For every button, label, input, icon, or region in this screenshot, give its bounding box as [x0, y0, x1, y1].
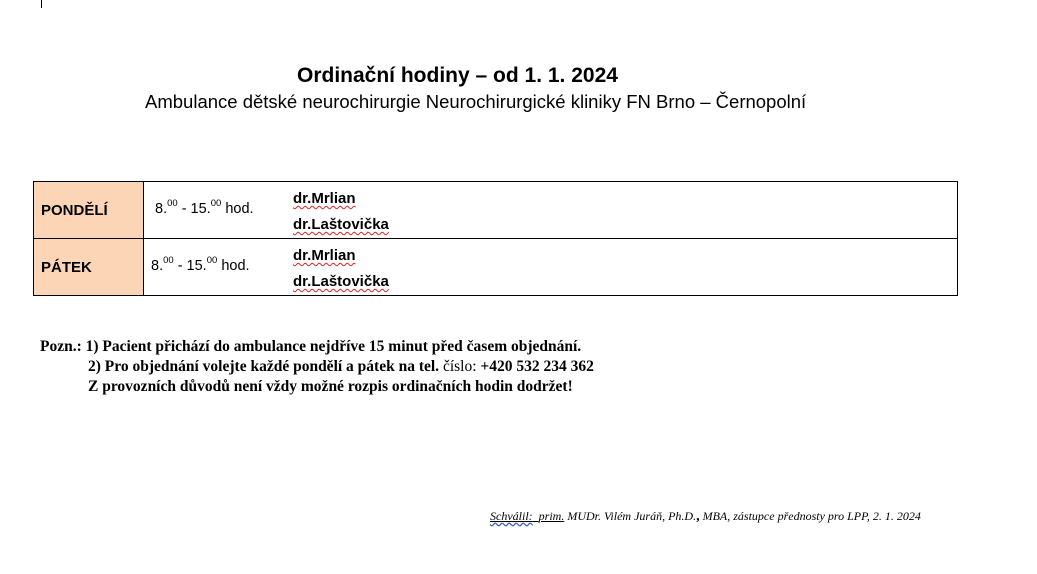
note-line-1: Pozn.: 1) Pacient přichází do ambulance nejdříve 15 minut před časem objednání.: [40, 338, 582, 355]
table-row-monday: [34, 182, 958, 239]
office-hours-table: [33, 181, 958, 296]
doctor-name: dr.Mrlian: [293, 247, 356, 264]
doctor-list: [293, 243, 389, 295]
doctor-list: [293, 186, 389, 238]
doctor-name: dr.Mrlian: [293, 190, 356, 207]
office-hours: 8.00 - 15.00 hod.: [151, 255, 250, 274]
day-cell: PÁTEK: [34, 239, 144, 296]
info-cell: [144, 239, 958, 296]
document-subtitle: Ambulance dětské neurochirurgie Neurochirurgické kliniky FN Brno – Černopolní: [145, 91, 807, 112]
info-cell: [144, 182, 958, 239]
note-line-2: 2) Pro objednání volejte každé pondělí a pátek na tel. číslo: +420 532 234 362: [88, 358, 594, 375]
day-cell: PONDĚLÍ: [34, 182, 144, 239]
approval-footer: Schválil: prim. MUDr. Vilém Juráň, Ph.D., MBA, zástupce přednosty pro LPP, 2. 1. 2024: [490, 509, 921, 524]
notes-block: [40, 337, 594, 397]
doctor-name: dr.Laštovička: [293, 216, 389, 233]
approved-label: Schválil: prim.: [490, 509, 565, 523]
document-title: Ordinační hodiny – od 1. 1. 2024: [297, 64, 618, 87]
doctor-name: dr.Laštovička: [293, 273, 389, 290]
approver-name: MUDr. Vilém Juráň, Ph.D.: [564, 509, 697, 523]
office-hours: 8.00 - 15.00 hod.: [155, 198, 254, 217]
table-row-friday: [34, 239, 958, 296]
text-cursor-mark: [41, 0, 42, 8]
note-line-3: Z provozních důvodů není vždy možné rozpis ordinačních hodin dodržet!: [88, 378, 573, 395]
phone-number: +420 532 234 362: [480, 358, 594, 375]
approver-details: MBA, zástupce přednosty pro LPP, 2. 1. 2024: [699, 509, 921, 523]
